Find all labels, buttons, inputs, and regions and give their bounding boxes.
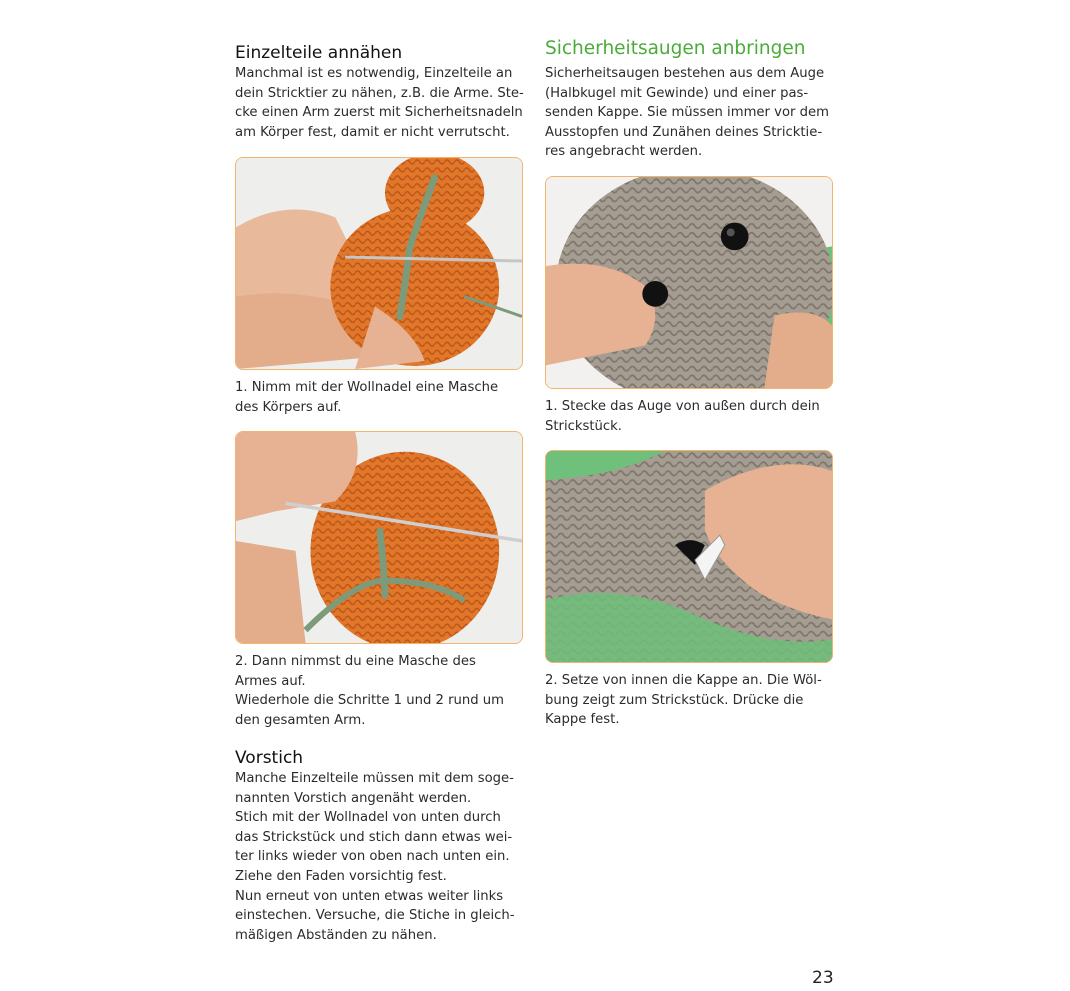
photo-sewing-body-stitch: [235, 157, 523, 370]
caption-right-1: 1. Stecke das Auge von außen durch dein Strickstück.: [545, 399, 820, 434]
heading-vorstich: Vorstich: [235, 748, 304, 768]
photo-sewing-arm-stitch: [235, 431, 523, 644]
intro-einzelteile: Manchmal ist es notwendig, Einzelteile an dein Stricktier zu nähen, z.B. die Arme. Ste- cke einen Arm zuerst mit Sicherheitsnadeln am Körper fest, damit er nicht verrutscht.: [235, 66, 524, 140]
heading-einzelteile: Einzelteile annähen: [235, 43, 403, 63]
caption-right-2: 2. Setze von innen die Kappe an. Die Wöl- bung zeigt zum Strickstück. Drücke die Kappe fest.: [545, 673, 822, 728]
page-number: 23: [812, 968, 834, 988]
text-vorstich: Manche Einzelteile müssen mit dem soge- nannten Vorstich angenäht werden. Stich mit der Wollnadel von unten durch das Strickstück und stich dann etwas wei- ter links wieder von oben nach unten ein. Ziehe den Faden vorsichtig fest. Nun erneut von unten etwas weiter links einstechen. Versuche, die Stiche in gleich- mäßigen Abständen zu nähen.: [235, 771, 515, 943]
intro-sicherheitsaugen: Sicherheitsaugen bestehen aus dem Auge (Halbkugel mit Gewinde) und einer pas- senden Kappe. Sie müssen immer vor dem Ausstopfen und Zunähen deines Stricktie- res angebracht werden.: [545, 66, 829, 160]
caption-left-2: 2. Dann nimmst du eine Masche des Armes auf. Wiederhole die Schritte 1 und 2 rund um den gesamten Arm.: [235, 654, 504, 728]
caption-left-1: 1. Nimm mit der Wollnadel eine Masche des Körpers auf.: [235, 380, 499, 415]
heading-sicherheitsaugen: Sicherheitsaugen anbringen: [545, 38, 806, 59]
photo-eye-insert: [545, 176, 833, 389]
photo-eye-cap: [545, 450, 833, 663]
